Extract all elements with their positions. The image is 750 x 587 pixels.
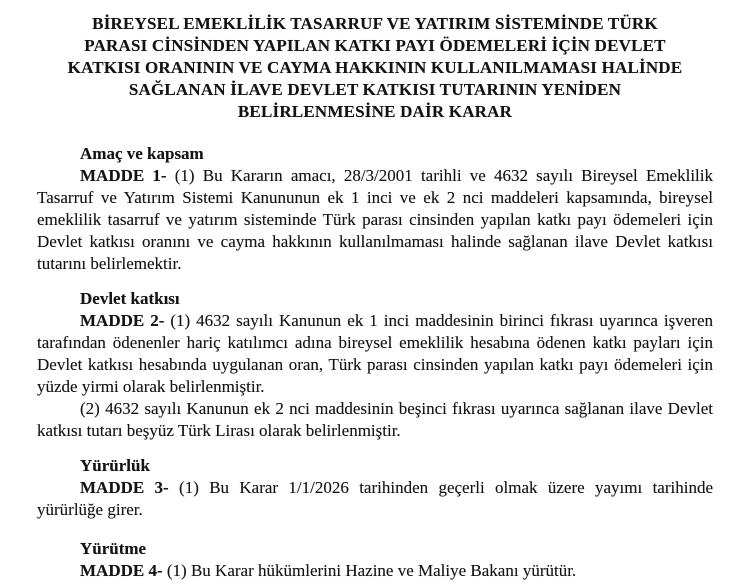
- madde-2-label: MADDE 2-: [80, 311, 165, 330]
- madde-2-fikra-2-text: (2) 4632 sayılı Kanunun ek 2 nci maddesinin beşinci fıkrası uyarınca sağlanan ilave Devlet katkısı tutarı beşyüz Türk Lirası olarak belirlenmiştir.: [37, 399, 713, 440]
- madde-1-text: (1) Bu Kararın amacı, 28/3/2001 tarihli ve 4632 sayılı Bireysel Emeklilik Tasarruf ve Yatırım Sistemi Kanununun ek 1 inci ve ek 2 nci maddeleri kapsamında, bireysel emeklilik tasarruf ve yatırım sisteminde Türk parası cinsinden yapılan katkı payı ödemeleri için Devlet katkısı oranını ve cayma hakkının kullanılmaması halinde sağlanan ilave Devlet katkısı tutarını belirlemektir.: [37, 166, 713, 273]
- title-line-5: BELİRLENMESİNE DAİR KARAR: [237, 102, 513, 121]
- paragraph-madde-1: [37, 165, 713, 275]
- title-line-4: SAĞLANAN İLAVE DEVLET KATKISI TUTARININ YENİDEN: [128, 80, 622, 99]
- madde-1-label: MADDE 1-: [80, 166, 167, 185]
- madde-3-text: (1) Bu Karar 1/1/2026 tarihinden geçerli olmak üzere yayımı tarihinde yürürlüğe girer.: [37, 478, 713, 519]
- paragraph-madde-3: [37, 477, 713, 521]
- paragraph-madde-2-fikra-1: [37, 310, 713, 398]
- section-heading-devlet-katkisi: Devlet katkısı: [80, 289, 180, 308]
- section-heading-yururluk: Yürürlük: [80, 456, 150, 475]
- madde-2-fikra-1-text: (1) 4632 sayılı Kanunun ek 1 inci maddesinin birinci fıkrası uyarınca işveren tarafından ödenenler hariç katılımcı adına bireysel emeklilik hesabına ödenen katkı payları için Devlet katkısı hesabında uygulanan oran, Türk parası cinsinden yapılan katkı payı ödemeleri için yüzde yirmi olarak belirlenmiştir.: [37, 311, 713, 396]
- paragraph-madde-4: [37, 560, 713, 582]
- madde-4-text: (1) Bu Karar hükümlerini Hazine ve Maliye Bakanı yürütür.: [162, 561, 577, 580]
- section-heading-amac-ve-kapsam: Amaç ve kapsam: [80, 144, 204, 163]
- paragraph-madde-2-fikra-2: [37, 398, 713, 442]
- title-line-2: PARASI CİNSİNDEN YAPILAN KATKI PAYI ÖDEMELERİ İÇİN DEVLET: [84, 36, 666, 55]
- title-line-1: BİREYSEL EMEKLİLİK TASARRUF VE YATIRIM SİSTEMİNDE TÜRK: [92, 14, 658, 33]
- section-yurutme: [37, 538, 713, 582]
- section-amac-ve-kapsam: [37, 143, 713, 275]
- document-title: [37, 13, 713, 123]
- title-line-3: KATKISI ORANININ VE CAYMA HAKKININ KULLANILMAMASI HALİNDE: [67, 58, 683, 77]
- madde-3-label: MADDE 3-: [80, 478, 169, 497]
- section-devlet-katkisi: [37, 288, 713, 442]
- madde-4-label: MADDE 4-: [80, 561, 163, 580]
- section-yururluk: [37, 455, 713, 521]
- section-heading-yurutme: Yürütme: [80, 539, 147, 558]
